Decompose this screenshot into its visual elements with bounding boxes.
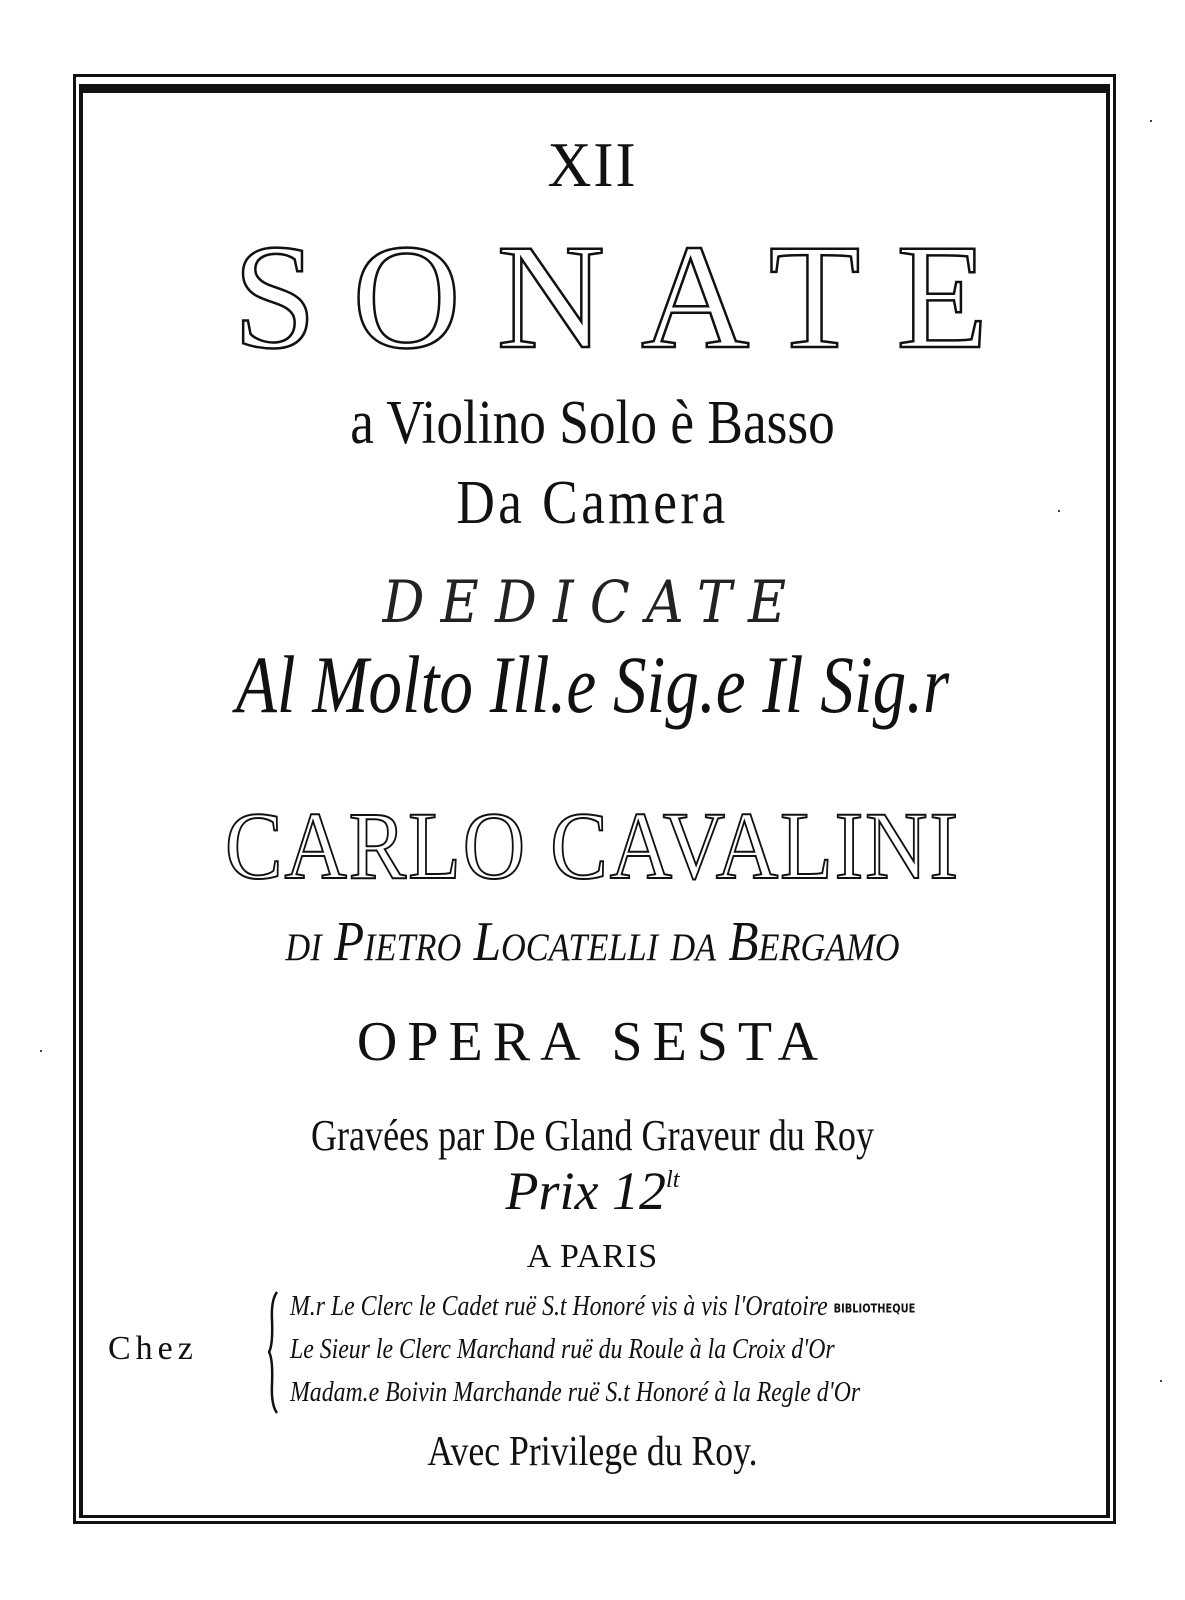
- publication-city: A PARIS: [526, 1238, 659, 1275]
- dedication-heading: DEDICATE: [382, 568, 803, 636]
- price-unit: lt: [665, 1166, 680, 1194]
- royal-privilege: Avec Privilege du Roy.: [427, 1429, 758, 1475]
- paper-speck: [40, 1050, 42, 1052]
- paper-speck: [1058, 510, 1060, 512]
- curly-brace-icon: [268, 1290, 280, 1415]
- paper-speck: [1150, 120, 1152, 122]
- price-text: Prix 12: [505, 1161, 666, 1221]
- dedicatee-name: CARLO CAVALINI: [225, 792, 960, 899]
- engraver-credit: Gravées par De Gland Graveur du Roy: [310, 1111, 875, 1160]
- paper-speck: [1160, 1380, 1162, 1382]
- main-title: SONATE: [232, 214, 1025, 380]
- subtitle-genre: Da Camera: [456, 469, 729, 537]
- opus-number: OPERA SESTA: [356, 1011, 829, 1073]
- price-line: [0, 1160, 1185, 1222]
- subtitle-instrumentation: a Violino Solo è Basso: [350, 389, 835, 457]
- library-stamp: BIBLIOTHEQUE: [833, 1301, 916, 1316]
- sellers-label: Chez: [108, 1330, 198, 1367]
- seller-address: Madam.e Boivin Marchande ruë S.t Honoré à la Regle d'Or: [290, 1376, 861, 1408]
- roman-numeral: XII: [547, 129, 638, 200]
- composer-line: di Pietro Locatelli da Bergamo: [285, 911, 900, 973]
- dedication-salutation: Al Molto Ill.e Sig.e Il Sig.r: [235, 639, 950, 730]
- seller-address: Le Sieur le Clerc Marchand ruë du Roule à la Croix d'Or: [290, 1333, 835, 1365]
- seller-address: M.r Le Clerc le Cadet ruë S.t Honoré vis à vis l'Oratoire BIBLIOTHEQUE: [290, 1290, 916, 1322]
